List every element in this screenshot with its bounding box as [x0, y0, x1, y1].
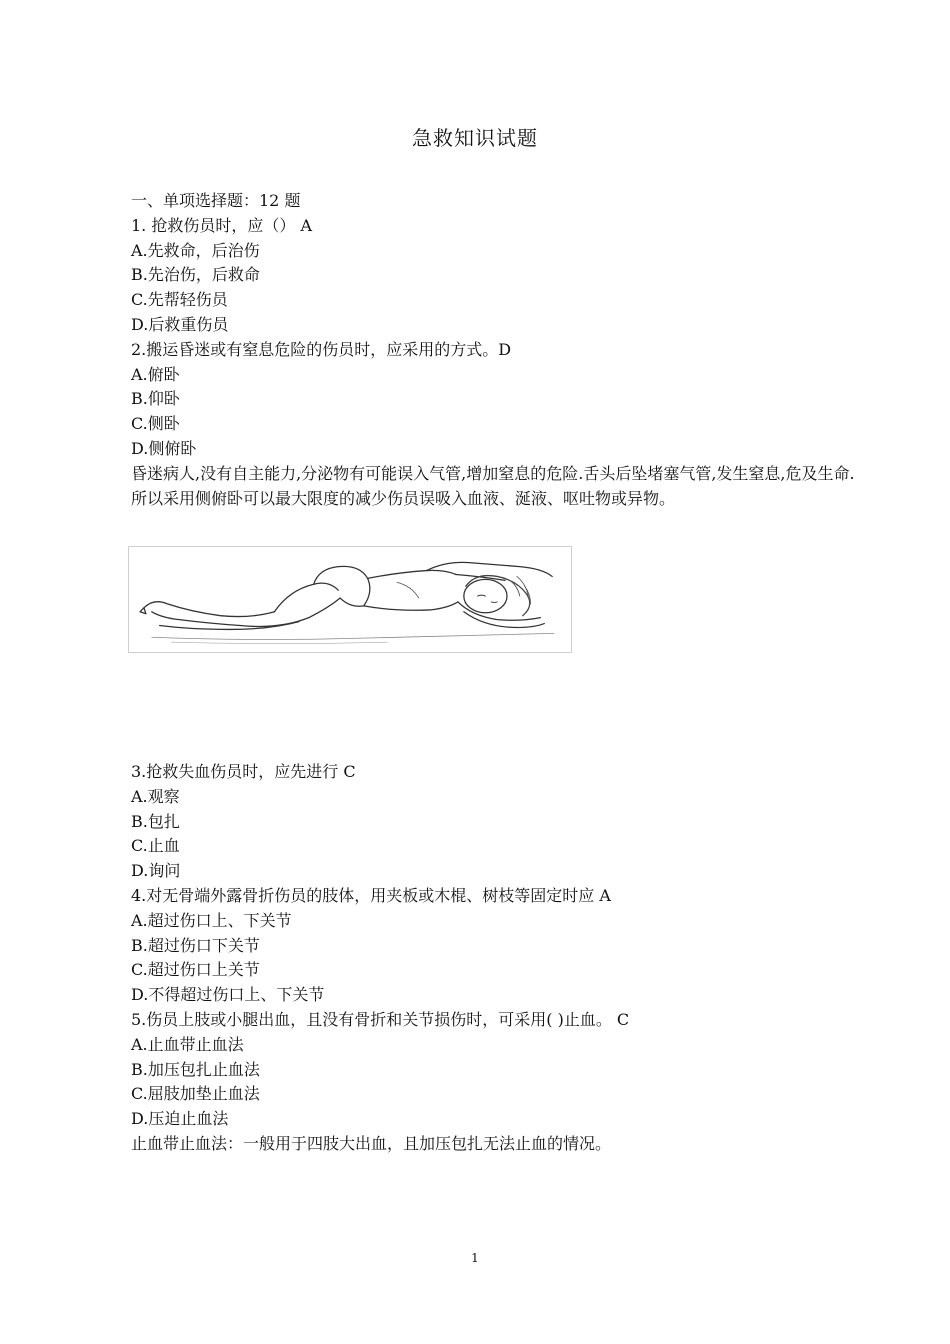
page-title: 急救知识试题 [412, 126, 538, 150]
recovery-position-illustration [128, 546, 572, 653]
answer-option: C.超过伤口上关节 [131, 960, 260, 980]
answer-option: A.止血带止血法 [131, 1034, 244, 1054]
answer-option: C.侧卧 [131, 414, 180, 434]
answer-option: D.压迫止血法 [131, 1109, 229, 1129]
answer-option: B.先治伤，后救命 [131, 265, 260, 285]
answer-option: B.仰卧 [131, 389, 180, 409]
question-stem: 3.抢救失血伤员时，应先进行 C [131, 762, 356, 781]
explanation-text: 止血带止血法：一般用于四肢大出血，且加压包扎无法止血的情况。 [131, 1133, 612, 1153]
question-stem: 1. 抢救伤员时，应（） A [131, 215, 312, 235]
answer-option: C.先帮轻伤员 [131, 290, 228, 310]
question-stem: 2.搬运昏迷或有窒息危险的伤员时，应采用的方式。D [131, 339, 512, 359]
answer-option: A.先救命，后治伤 [131, 240, 260, 260]
answer-option: B.包扎 [131, 811, 180, 831]
answer-option: A.观察 [131, 786, 180, 806]
answer-option: B.超过伤口下关节 [131, 935, 260, 955]
answer-option: D.侧俯卧 [131, 438, 197, 458]
answer-option: C.屈肢加垫止血法 [131, 1084, 260, 1104]
section-heading: 一、单项选择题：12 题 [131, 191, 301, 210]
answer-option: A.超过伤口上、下关节 [131, 910, 292, 930]
question-block-top [131, 189, 861, 511]
answer-option: A.俯卧 [131, 364, 180, 384]
answer-option: B.加压包扎止血法 [131, 1059, 260, 1079]
answer-option: D.后救重伤员 [131, 314, 229, 334]
question-stem: 4.对无骨端外露骨折伤员的肢体，用夹板或木棍、树枝等固定时应 A [131, 885, 611, 905]
question-stem: 5.伤员上肢或小腿出血，且没有骨折和关节损伤时，可采用( )止血。 C [131, 1009, 630, 1029]
explanation-text: 昏迷病人,没有自主能力,分泌物有可能误入气管,增加窒息的危险.舌头后坠堵塞气管,发生窒息,危及生命.所以采用侧俯卧可以最大限度的减少伤员误吸入血液、涎液、呕吐物或异物。 [131, 463, 855, 508]
page-number: 1 [471, 1251, 479, 1265]
answer-option: D.询问 [131, 861, 181, 881]
answer-option: D.不得超过伤口上、下关节 [131, 985, 325, 1005]
answer-option: C.止血 [131, 836, 180, 856]
question-block-bottom [131, 760, 861, 1157]
